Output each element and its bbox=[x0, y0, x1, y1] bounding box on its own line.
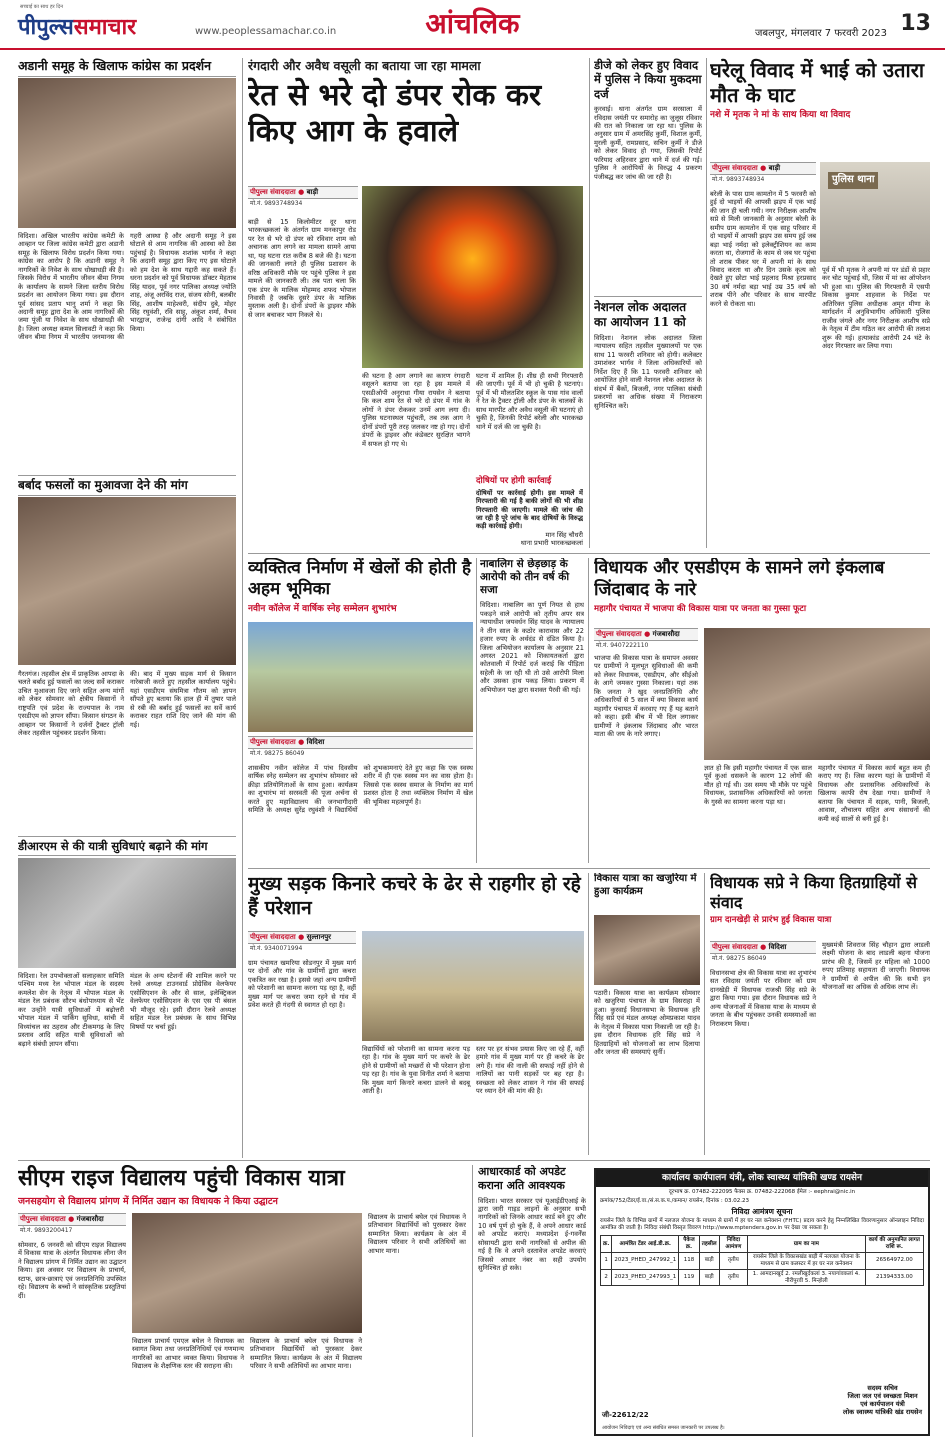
column-rule bbox=[706, 58, 707, 548]
kicker: रंगदारी और अवैध वसूली का बताया जा रहा मामला bbox=[248, 58, 481, 73]
photo-drm-meeting bbox=[18, 858, 236, 968]
website-link[interactable]: www.peoplessamachar.co.in bbox=[195, 26, 337, 37]
byline: पीपुल्स संवाददाता ● गंजबासौदा bbox=[18, 1213, 126, 1226]
article-drm bbox=[18, 836, 236, 1154]
tender-notice bbox=[594, 1168, 930, 1436]
photo-burning-dumper bbox=[362, 186, 583, 368]
headline: विधायक और एसडीएम के सामने लगे इंकलाब जिंदाबाद के नारे bbox=[594, 558, 885, 600]
headline: बर्बाद फसलों का मुआवजा देने की मांग bbox=[18, 475, 236, 496]
article-body-2: मुख्यमंत्री शिवराज सिंह चौहान द्वारा लाडली लक्ष्मी योजना के बाद लाडली बहना योजना प्रारंभ की है, जिसमें हर महिला को 1000 रुपए प्रतिमाह सहायता दी जाएगी। विधायक ने ग्रामीणों से अपील की कि सभी इन योजनाओं का अधिक से अधिक लाभ लें। bbox=[822, 941, 930, 992]
photo-farmers bbox=[18, 497, 236, 665]
photo-college-event bbox=[248, 622, 473, 732]
table-cell: 2023_PHED_247993_1 bbox=[612, 1269, 679, 1286]
article-body: गैरतगंज। तहसील क्षेत्र में प्राकृतिक आपदा के चलते बर्बाद हुई फसलों का जल्द सर्वे कराकर उचित मुआवजा दिए जाने सहित अन्य मांगों को लेकर सोमवार को क्षेत्रीय किसानों ने राष्ट्रपति एवं प्रदेश के राज्यपाल के नाम एसडीएम को ज्ञापन सौंपा। किसान संगठन के आव्हान पर किसानों ने दर्जनों ट्रैक्टर ट्रॉली लेकर तहसील पहुंचकर प्रदर्शन किया। bbox=[18, 670, 124, 738]
headline: आधारकार्ड को अपडेट कराना अति आवश्यक bbox=[478, 1165, 566, 1192]
column-rule bbox=[472, 1165, 473, 1437]
photo-school-event bbox=[132, 1213, 362, 1333]
subhead: जनसहयोग से विद्यालय प्रांगण में निर्मित उद्यान का विधायक ने किया उद्घाटन bbox=[18, 1195, 278, 1207]
table-cell: 118 bbox=[679, 1252, 699, 1269]
article-nabalig bbox=[480, 558, 584, 863]
quote-role: थाना प्रभारी भारकच्छकलां bbox=[520, 539, 583, 548]
column-rule bbox=[589, 58, 590, 548]
subhead: दोषियों पर होगी कार्रवाई bbox=[476, 476, 552, 486]
article-body: विदिशा। नाबालिग का पूर्ण नियत से हाथ पकड़ने वाले आरोपी को तृतीय अपर सत्र न्यायाधीश जयवर्धन सिंह यादव के न्यायालय ने तीन साल के कठोर कारावास और 22 हजार रुपए के अर्थदंड से दंडित किया है। जिला अभियोजन कार्यालय के अनुसार 21 अगस्त 2021 को शिकायतकर्ता द्वारा कोतवाली में रिपोर्ट दर्ज कराई कि पीड़िता सहेली के जा रही थी तो उसे आरोपी मिला और उसका हाथ पकड़ लिया। प्रकरण में अभियोजन पक्ष द्वारा सशक्त पैरवी की गई। bbox=[480, 601, 584, 694]
tender-footer: आयोजन निविदाएं एवं अन्य संबंधित समस्त जानकारी पर उपलब्ध है। bbox=[602, 1424, 725, 1431]
mobile-number: मो.नं. 98275 86049 bbox=[712, 954, 767, 962]
article-dj bbox=[594, 58, 702, 278]
column-rule bbox=[476, 558, 477, 863]
article-body: भाजपा की विकास यात्रा के समापन अवसर पर ग्रामीणों ने मूलभूत सुविधाओं की कमी को लेकर विधायक, एसडीएम, और सीईओ के आगे जमकर गुस्सा निकाला। यहां तक कि जनता ने खुद जनप्रतिनिधि और अधिकारियों से 5 साल में क्या विकास कार्य महागौर पंचायत में करवाए गए हैं यह बताने को कहा। इसी बीच में भी दिल लगाकर ग्रामीणों ने इंकलाब जिंदाबाद और भारत माता की जय के नारे लगाए। bbox=[594, 654, 698, 738]
dateline: जबलपुर, मंगलवार 7 फरवरी 2023 bbox=[754, 28, 887, 39]
row-rule bbox=[248, 553, 930, 554]
byline: पीपुल्स संवाददाता ● बाड़ी bbox=[248, 186, 358, 199]
table-cell: 119 bbox=[679, 1269, 699, 1286]
column-rule bbox=[704, 873, 705, 1155]
article-body-2: विद्यार्थियों को परेशानी का सामना करना पड़ रहा है। गांव के मुख्य मार्ग पर कचरे के ढेर होने से ग्रामीणों को मच्छरों से भी परेशान होना पड़ रहा है। गांव के युवा विनीत शर्मा ने बताया कि मुख्य मार्ग किनारे कचरा डालने से बदबू आती है। bbox=[362, 1045, 470, 1096]
headline: मुख्य सड़क किनारे कचरे के ढेर से राहगीर हो रहे हैं परेशान bbox=[248, 873, 581, 919]
column-rule bbox=[588, 558, 589, 863]
byline: पीपुल्स संवाददाता ● विदिशा bbox=[710, 941, 816, 954]
page-number: 13 bbox=[900, 11, 931, 36]
byline: पीपुल्स संवाददाता ● बाड़ी bbox=[710, 162, 816, 175]
signature-line-1: सदस्य सचिव bbox=[867, 1383, 898, 1392]
masthead bbox=[0, 0, 945, 50]
article-cmrise bbox=[18, 1165, 466, 1437]
table-cell: 1 bbox=[601, 1252, 612, 1269]
mobile-number: मो.नं. 9340071994 bbox=[250, 944, 303, 952]
table-cell: रायसेन जिले के विकासखंड बाड़ी में नलजल योजना के माध्यम से ग्राम कलस्टर में हर घर नल कनेक्शन bbox=[748, 1252, 866, 1269]
article-body: ग्राम पंचायत खमरिया सोडनपुर में मुख्य मार्ग पर दोनों और गांव के ग्रामीणों द्वारा कचरा एकत्रित कर रखा है। इससे जहां अन्य ग्रामीणों को परेशानी का सामना करना पड़ रहा है, वहीं मुख्य मार्ग पर कचरा जमा रहने से गांव में प्रवेश करते ही गंदगी से स्वागत हो रहा है। bbox=[248, 959, 356, 1010]
subhead: नवीन कॉलेज में वार्षिक स्नेह सम्मेलन शुभारंभ bbox=[248, 603, 397, 614]
quote: दोषियों पर कार्रवाई होगी। इस मामले में गिरफ्तारी की गई है बाकी लोगों की भी शीघ्र गिरफ्तारी की जाएगी। मामले की जांच की जा रही है पूरे जांच के बाद दोषियों के विरुद्ध कड़ी कार्रवाई होगी। bbox=[476, 488, 583, 531]
headline: व्यक्तित्व निर्माण में खेलों की होती है अहम भूमिका bbox=[248, 558, 472, 600]
headline: डीजे को लेकर हुए विवाद में पुलिस ने किया मुकदमा दर्ज bbox=[594, 58, 702, 101]
article-body-4: विद्यालय के प्राचार्य बघेल एवं विधायक ने प्रतिभावान विद्यार्थियों को पुरस्कार देकर सम्मानित किया। कार्यक्रम के अंत में विद्यालय परिवार ने सभी अतिथियों का आभार माना। bbox=[368, 1213, 466, 1255]
byline: पीपुल्स संवाददाता ● गंजबासौदा bbox=[594, 628, 698, 641]
table-cell: 26564972.00 bbox=[865, 1252, 923, 1269]
table-cell: 2023_PHED_247992_1 bbox=[612, 1252, 679, 1269]
signature-line-3: एवं कार्यपालन यंत्री bbox=[860, 1399, 905, 1408]
article-body: पठारी। विकास यात्रा का कार्यक्रम सोमवार को खजुरिया पंचायत के ग्राम विसराहा में हुआ। कुरवाई विधानसभा के विधायक हरि सिंह सप्रे एवं मंडल अध्यक्ष ओमप्रकाश यादव के नेतृत्व में विकास यात्रा निकाली जा रही है। इस दौरान विधायक हरि सिंह सप्रे ने हितग्राहियों को योजनाओं का लाभ दिलाया और जनता की समस्याएं सुनीं। bbox=[594, 989, 700, 1057]
headline: घरेलू विवाद में भाई को उतारा मौत के घाट bbox=[710, 58, 925, 107]
subhead: नशे में मृतक ने मां के साथ किया था विवाद bbox=[710, 110, 851, 120]
table-row bbox=[601, 1269, 924, 1286]
article-body: विदिशा। नेशनल लोक अदालत जिला न्यायालय सहित तहसील मुख्यालयों पर एक साथ 11 फरवरी शनिवार को होगी। कलेक्टर उमाशंकर भार्गव ने जिला अधिकारियों को निर्देश दिए हैं कि 11 फरवरी शनिवार को आयोजित होने वाली नेशनल लोक अदालत के संदर्भ में बैंकों, बिजली, नगर पालिका संबंधी प्रकरणों का अधिक संख्या में निराकरण सुनिश्चित करें। bbox=[594, 334, 702, 410]
article-fasal bbox=[18, 475, 236, 830]
article-body: विदिशा। भारत सरकार एवं यूआईडीएआई के द्वारा जारी गाइड लाइनों के अनुसार सभी नागरिकों को जिनके आधार कार्ड बने हुए और 10 वर्ष पूर्ण हो चुके हैं, वे अपने आधार कार्ड को अपडेट कराएं। मध्यप्रदेश ई-गवर्नेंस सोसायटी द्वारा सभी नागरिकों से अपील की गई है कि वे अपने दस्तावेज अपडेट करवाएं जिससे आधार नंबर का सही उपयोग सुनिश्चित हो सके। bbox=[478, 1196, 586, 1272]
article-aadhar bbox=[478, 1165, 586, 1437]
article-body: कुरवाई। थाना अंतर्गत ग्राम सरसाला में रविदास जयंती पर समारोह का जुलूस रविवार की रात को निकाला जा रहा था। पुलिस के अनुसार ग्राम में अमरसिंह कुर्मी, विशाल कुर्मी, मुरली कुर्मी, रामप्रसाद, सचिन कुर्मी ने डीजे को लेकर विवाद हो गया, जिसकी रिपोर्ट फरियाद अहिरवार द्वारा थाने में दर्ज की गई। पुलिस ने आरोपियों के विरुद्ध 4 प्रकरण पंजीबद्ध कर जांच की जा रही है। bbox=[594, 105, 702, 181]
article-body: विधानसभा क्षेत्र की विकास यात्रा का शुभारंभ सत रविदास जयंती पर रविवार को ग्राम दानखेड़ी में विधायक राजश्री सिंह सप्रे के द्वारा किया गया। इस दौरान विधायक सप्रे ने अन्य योजनाओं में विकास यात्रा के माध्यम से जनता के बीच पहुंचकर उनकी समस्याओं का निराकरण किया। bbox=[710, 969, 816, 1028]
article-khajuriya bbox=[594, 873, 700, 1155]
table-cell: 21394333.00 bbox=[865, 1269, 923, 1286]
tender-column-header: ग्राम का नाम bbox=[748, 1236, 866, 1253]
subhead: ग्राम दानखेड़ी से प्रारंभ हुई विकास यात्रा bbox=[710, 915, 832, 925]
article-body: विदिशा। अखिल भारतीय कांग्रेस कमेटी के आव्हान पर जिला कांग्रेस कमेटी द्वारा अडानी समूह के खिलाफ विरोध प्रदर्शन किया गया। कांग्रेस का आरोप है कि अडानी समूह ने नागरिकों के निवेश के साथ धोखाधड़ी की है। जिसके विरोध में भारतीय जीवन बीमा निगम के कार्यालय के सामने जिला स्तरीय विरोध प्रदर्शन का आयोजन किया गया। इस दौरान पूर्व सांसद प्रताप भानु शर्मा ने कहा कि अदानी समूह द्वारा देश के आम नागरिकों की जमा पूंजी या निवेश के साथ धोखाधड़ी की है। जिला अध्यक्ष कमल सिलावटी ने कहा कि जीवन बीमा निगम में भारतीय जनमानस की गहरी आस्था है और अदानी समूह ने इस घोटाले से आम नागरिक की आस्था को ठेस पहुंचाई है। विधायक शशांक भार्गव ने कहा कि अदानी समूह द्वारा किए गए इस घोटाले को हम देश के साथ गद्दारी कह सकते हैं। धरना प्रदर्शन को पूर्व विधायक डॉक्टर मेहताब सिंह यादव, पूर्व नगर पालिका अध्यक्ष ज्योति शाह, अंजू अरविंद राज, संजय सोनी, बलबीर सिंह, आशीष माहेश्वरी, संदीप दुबे, मोहर सिंह रघुवंशी, रवि साहू, अंकुश शर्मा, वैभव भारद्वाज, राजेन्द्र दांगी आदि ने संबोधित किया। bbox=[18, 232, 236, 342]
article-body-3: महागौर पंचायत में विकास कार्य बहुत कम ही कराए गए हैं। जिस कारण यहां के ग्रामीणों में विधायक और प्रशासनिक अधिकारियों के खिलाफ काफी रोष देखा गया। ग्रामीणों ने बताया कि पंचायत में सड़क, पानी, बिजली, आवास, शौचालय सहित अन्य संसाधनों की कमी कई सालों से बनी हुई है। bbox=[818, 764, 930, 823]
column-rule bbox=[242, 58, 243, 1158]
tender-code: जी-22612/22 bbox=[602, 1411, 649, 1420]
tender-title: कार्यालय कार्यपालन यंत्री, लोक स्वास्थ्य यांत्रिकी खण्ड रायसेन bbox=[596, 1170, 928, 1187]
quote-author: मान सिंह चौधरी bbox=[545, 530, 583, 539]
headline: नाबालिग से छेड़छाड़ के आरोपी को तीन वर्ष की सजा bbox=[480, 558, 570, 597]
photo-vikas-yatra bbox=[594, 915, 700, 985]
sign-text: पुलिस थाना bbox=[828, 172, 878, 189]
byline: पीपुल्स संवाददाता ● सुल्तानपुर bbox=[248, 931, 356, 944]
article-adani bbox=[18, 58, 236, 468]
article-body: बाड़ी से 15 किलोमीटर दूर थाना भारकच्छकलां के अंतर्गत ग्राम मनकापुर रोड पर रेत से भरे दो डंपर को रविवार शाम को अचानक आग लगने का मामला सामने आया था, यह घटना रात करीब 8 बजे की है। घटना की जानकारी लगते ही पुलिस प्रशासन के वरिष्ठ अधिकारी मौके पर पहुंचे पुलिस ने इस मामले की जानकारी ली। तब पता चला कि एक डंपर के मालिक मोहम्मद शफद भोपाल निवासी है जबकि दूसरे डंपर के मालिक मुस्ताक अली है। दोनों डंपरों के ड्राइवर मौके से जान बचाकर भाग निकले थे। bbox=[248, 218, 356, 319]
tender-column-header: पैकेज क्र. bbox=[679, 1236, 699, 1253]
article-body-3: स्तर पर हर संभव प्रयास किए जा रहे हैं, वहीं हमारे गांव में मुख्य मार्ग पर ही कचरे के ढेर लगे हैं। गांव की नाली की सफाई नहीं होने से नालियों का पानी सड़कों पर बह रहा है। स्वच्छता को लेकर शासन ने गांव की सफाई पर ध्यान देने की मांग की है। bbox=[476, 1045, 584, 1096]
article-sapre bbox=[710, 873, 930, 1155]
article-body-3: घटना में शामिल हैं। शीघ्र ही सभी गिरफ्तारी की जाएगी। पूर्व में भी हो चुकी है घटनाएं। पूर्व में भी मौलतशिर स्कूल के पास गांव वालों ने रेत के ट्रैक्टर ट्रॉली और डंपर के चालकों के साथ मारपीट और अवैध वसूली की घटनाएं हो चुकी है, जिनकी रिपोर्ट बरेली और भारकच्छ थाने में दर्ज की जा चुकी है। bbox=[476, 372, 583, 431]
tender-column-header: निविदा आमंत्रण bbox=[719, 1236, 747, 1253]
mobile-number: मो.नं. 9893748934 bbox=[250, 199, 303, 207]
mobile-number: मो.नं. 9893200417 bbox=[20, 1226, 73, 1234]
article-body-2: की। बाद में मुख्य सड़क मार्ग से किसान नारेबाजी करते हुए तहसील कार्यालय पहुंचे। यहां एसडीएम संघमित्रा गौतम को ज्ञापन सौंपते हुए बताया कि हाल ही में तुषार पाले से रबी की बर्बाद हुई फसलों का सर्वे कार्य कराकर राहत राशि दिए जाने की मांग की गई। bbox=[130, 670, 236, 729]
mobile-number: मो.नं. 9893748934 bbox=[712, 175, 765, 183]
byline: पीपुल्स संवाददाता ● विदिशा bbox=[248, 736, 473, 749]
table-cell: 1. आमदानखुर्द 2. रमलीखुर्दकलां 3. नयागांवकलां 4. नीरीपुरवी 5. मिन्होली bbox=[748, 1269, 866, 1286]
article-body: बरेली के पास ग्राम कामतोन में 5 फरवरी को हुई दो भाइयों की आपसी झड़प में एक भाई की जान ही चली गयी। नगर निरीक्षक आशीष सप्रे से मिली जानकारी के अनुसार बरेली के समीप ग्राम कामतोन में एक साहू परिवार में दो भाइयों में आपसी झड़प उस समय हुई जब बड़ा भाई नर्मदा को इलेक्ट्रीशियन का काम करता था, रोजगारों के काम से जब घर पहुंचा तो शराब पीकर घर में अपनी मां के साथ विवाद करता था और दिन उसके कृत्य को देखते हुए छोटा भाई प्रहलाद मिश्रा हरप्रसाद 30 वर्ष नर्मदा बड़ा भाई उम्र 35 वर्ष को शराब पीने और परिवार के साथ मारपीट करने से रोकता था। bbox=[710, 190, 816, 308]
column-rule bbox=[588, 873, 589, 1155]
signature-line-2: जिला जल एवं स्वच्छता मिशन bbox=[847, 1391, 918, 1400]
table-row bbox=[601, 1252, 924, 1269]
article-reta bbox=[248, 58, 583, 550]
article-body-2: की घटना है आग लगाने का कारण रंगदारी वसूलने बताया जा रहा है इस मामले में एसडीओपी अनुराधा गीया रायसेन ने बताया कि कल शाम रेत से भरे दो डंपर में गांव के लोगों ने डंपर रोककर उनमें आग लगा दी। पुलिस घटनास्थल पहुंचती, तब तक आग ने दोनों डंपरों पूरी तरह जलकर नष्ट हो गए। दोनों डंपरों के ड्राइवर और कंडेक्टर सुरक्षित भागने में सफल हो गए थे। bbox=[362, 372, 470, 448]
tender-address: दूरभाष क्र. 07482-222095 फैक्स क्र. 07482-222068 ईमेल :- eephrai@nic.in bbox=[668, 1189, 856, 1196]
article-body-2: पूर्व में भी मृतक ने अपनी मां पर डंडों से प्रहार कर चोट पहुंचाई थी, जिस में मां का ऑपरेशन भी हुआ था। पुलिस की गिरफ्तारी में एसपी विकास कुमार शाहवाल के निर्देश पर अतिरिक्त पुलिस अधीक्षक अमृत मीणा के मार्गदर्शन में अनुविभागीय अधिकारी पुलिस राजीव जंगले और नगर निरीक्षक आशीष सप्रे के नेतृत्व में टीम गठित कर आरोपी की तलाश शुरू की गई। हत्याकांड आरोपी 24 घंटे के अंदर गिरफ्तार कर लिया गया। bbox=[822, 266, 930, 350]
tender-notice-title: निविदा आमंत्रण सूचना bbox=[731, 1207, 793, 1216]
article-body: सोमवार, 6 जनवरी को सीएम राइज विद्यालय में विकास यात्रा के अंतर्गत विधायक लीना जैन ने विद्यालय प्रांगण में निर्मित उद्यान का उद्घाटन किया। इस अवसर पर विद्यालय के प्राचार्य, स्टाफ, छात्र-छात्राएं एवं जनप्रतिनिधि उपस्थित रहे। विद्यालय के बच्चों ने सांस्कृतिक प्रस्तुतियां दीं। bbox=[18, 1241, 126, 1300]
subhead: महागौर पंचायत में भाजपा की विकास यात्रा पर जनता का गुस्सा फूटा bbox=[594, 603, 807, 614]
headline: डीआरएम से की यात्री सुविधाएं बढ़ाने की मांग bbox=[18, 836, 236, 856]
row-rule bbox=[18, 1160, 930, 1161]
article-body: शासकीय नवीन कॉलेज में पांच दिवसीय वार्षिक स्नेह सम्मेलन का शुभारंभ सोमवार को क्रीड़ा प्रतियोगिताओं के साथ हुआ। कार्यक्रम का शुभारंभ मां सरस्वती की पूजा अर्चना से करते हुए महाविद्यालय की जनभागीदारी समिति के अध्यक्ष सुरेंद्र रघुवंशी ने विद्यार्थियों को शुभकामनाएं देते हुए कहा कि एक स्वस्थ शरीर में ही एक स्वस्थ मन का वास होता है। जिससे एक स्वस्थ समाज के निर्माण का मार्ग प्रशस्त होता है तथा व्यक्तित्व निर्माण में खेल की भूमिका महत्वपूर्ण है। bbox=[248, 764, 473, 815]
row-rule bbox=[248, 868, 930, 869]
article-body-3: विद्यालय के प्राचार्य बघेल एवं विधायक ने प्रतिभावान विद्यार्थियों को पुरस्कार देकर सम्मानित किया। कार्यक्रम के अंत में विद्यालय परिवार ने सभी अतिथियों का आभार माना। bbox=[250, 1337, 362, 1371]
tender-column-header: कार्य की अनुमानित लागत राशि रू. bbox=[865, 1236, 923, 1253]
tender-intro: रायसेन जिले के विभिन्न ग्रामों में नलजल योजना के माध्यम से ग्रामों में हर घर नल कनेक्शन (FHTC) प्रदाय करने हेतु निम्नलिखित विवरणानुसार ऑनलाइन निविदा आमंत्रित की जाती है। निविदा संबंधी विस्तृत विवरण http://www.mptenders.gov.in पर देखा जा सकता है। bbox=[600, 1218, 924, 1232]
table-cell: बाड़ी bbox=[699, 1252, 719, 1269]
headline: सीएम राइज विद्यालय पहुंची विकास यात्रा bbox=[18, 1165, 345, 1191]
article-body-2: मंडल के अन्य स्टेशनों की शामिल करने पर रेलवे अध्यक्ष टाउनवार्ड प्रोग्रेसिव वेलफेयर एसोसिएशन के और से साल, इलेक्ट्रिकल वेलफेयर एसोसिएशन के एस एस पी बंसल भी मौजूद रहे। इसी दौरान रेलवे अध्यक्ष सहित मंडल रेल प्रबंधक के साथ विभिन्न विषयों पर चर्चा हुई। bbox=[130, 972, 236, 1031]
table-cell: तृतीय bbox=[719, 1269, 747, 1286]
article-body-2: विद्यालय प्राचार्य एमएल बघेल ने विधायक का स्वागत किया तथा जनप्रतिनिधियों एवं गणमान्य नागरिकों का आभार व्यक्त किया। विधायक ने विद्यालय के शैक्षणिक स्तर की सराहना की। bbox=[132, 1337, 244, 1371]
photo-police-station bbox=[820, 162, 930, 262]
article-body-2: ज्ञात हो कि इसी महागौर पंचायत में एक साल पूर्व कुआं धसकने के कारण 12 लोगों की मौत हो गई थी। उस समय भी मौके पर पहुंचे विधायक, प्रशासनिक अधिकारियों को जनता के गुस्से का सामना करना पड़ा था। bbox=[704, 764, 812, 806]
headline: विधायक सप्रे ने किया हितग्राहियों से संवाद bbox=[710, 873, 917, 912]
table-cell: बाड़ी bbox=[699, 1269, 719, 1286]
tender-ref: क्रमांक/752/टेंडर/ई.वा./सं.स.क.प./कमान/ रायसेन, दिनांक : 03.02.23 bbox=[600, 1198, 749, 1205]
article-lok-adalat bbox=[594, 296, 702, 546]
mobile-number: मो.नं. 98275 86049 bbox=[250, 749, 305, 757]
table-cell: 2 bbox=[601, 1269, 612, 1286]
article-kachra bbox=[248, 873, 584, 1155]
headline: नेशनल लोक अदालत का आयोजन 11 को bbox=[594, 296, 702, 330]
article-vidhayak bbox=[594, 558, 930, 863]
section-title: आंचलिक bbox=[425, 7, 520, 40]
photo-protest bbox=[18, 78, 236, 228]
headline: विकास यात्रा का खजुरिया में हुआ कार्यक्रम bbox=[594, 873, 697, 897]
brand-tagline: सच्चाई का साथ हर दिन bbox=[20, 4, 63, 10]
mobile-number: मो.नं. 9407222110 bbox=[596, 641, 649, 649]
article-gharelu bbox=[710, 58, 930, 550]
signature-line-4: लोक स्वास्थ्य यांत्रिकी खंड रायसेन bbox=[843, 1407, 922, 1416]
photo-garbage-pile bbox=[362, 931, 584, 1041]
brand-logo: पीपुल्ससमाचार bbox=[18, 14, 137, 40]
headline: अडानी समूह के खिलाफ कांग्रेस का प्रदर्शन bbox=[18, 58, 236, 77]
tender-column-header: आमंत्रित टेंडर आई.डी.क्र. bbox=[612, 1236, 679, 1253]
headline: रेत से भरे दो डंपर रोक कर किए आग के हवाले bbox=[248, 77, 542, 149]
photo-panchayat-protest bbox=[704, 628, 930, 760]
tender-table bbox=[600, 1235, 924, 1286]
tender-column-header: क्र. bbox=[601, 1236, 612, 1253]
article-khel bbox=[248, 558, 473, 863]
table-cell: तृतीय bbox=[719, 1252, 747, 1269]
tender-column-header: तहसील bbox=[699, 1236, 719, 1253]
article-body: विदिशा। रेल उपभोक्ताओं सलाहकार समिति पश्चिम मध्य रेल भोपाल मंडल के सदस्य कमलेश सेन के नेतृत्व में भोपाल मंडल के मंडल रेल प्रबंधक सौरभ बंधोपाध्याय से भेंट कर उन्होंने यात्री सुविधाओं में बढ़ोत्तरी भोपाल मंडल में पार्किंग सुविधा, सांची में विध्यांचल का ठहराव और टीकमगढ़ के लिए प्रस्ताव आदि सहित यात्री सुविधाओं को बढ़ाने संबंधी ज्ञापन सौंपा। bbox=[18, 972, 124, 1048]
